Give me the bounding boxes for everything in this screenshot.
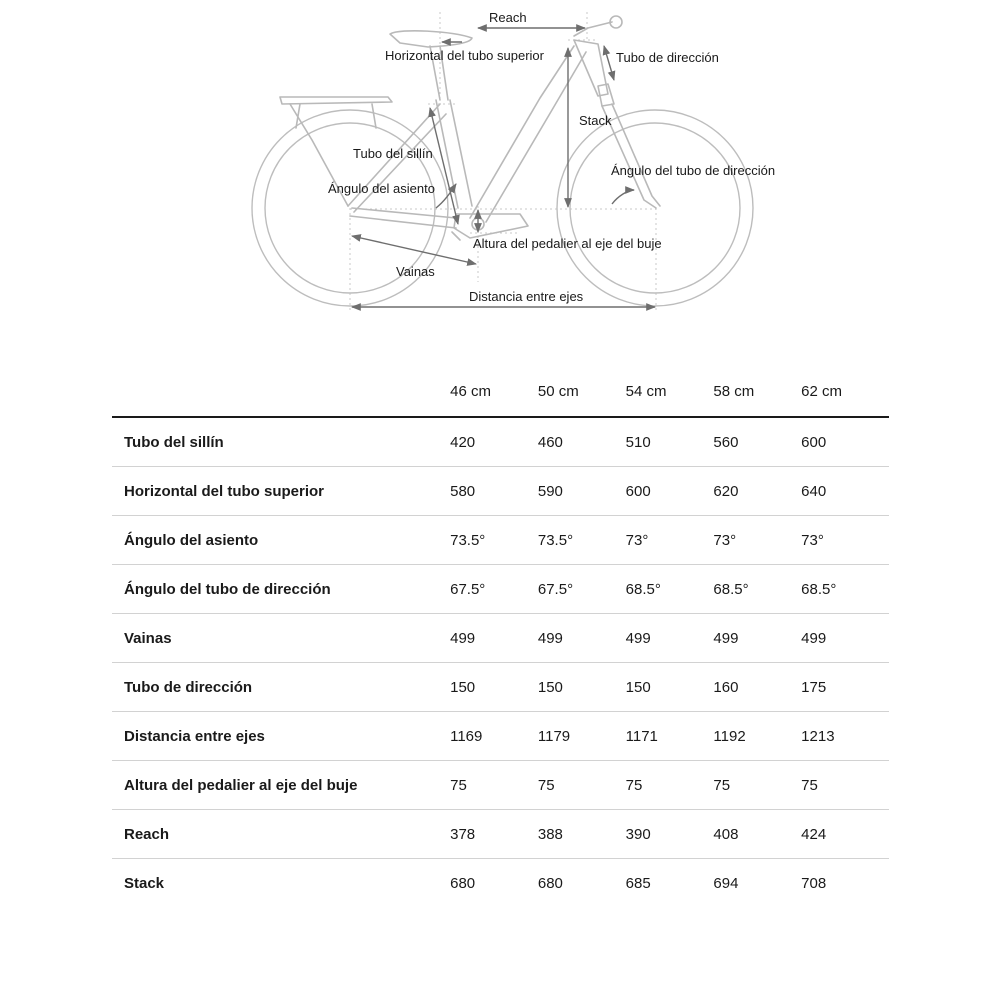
size-header: 58 cm (713, 366, 801, 417)
table-cell: 708 (801, 874, 827, 892)
table-cell: 75 (450, 761, 538, 810)
table-cell: 73° (713, 516, 801, 565)
size-header: 46 cm (450, 366, 538, 417)
table-cell: 150 (450, 663, 538, 712)
table-cell: 694 (713, 874, 739, 892)
label-chainstays: Vainas (396, 264, 435, 279)
table-cell: 499 (538, 614, 626, 663)
table-cell: 680 (537, 874, 563, 892)
table-row (112, 761, 889, 810)
table-cell: 390 (626, 810, 714, 859)
label-bb-drop: Altura del pedalier al eje del buje (473, 236, 662, 251)
table-cell: 1179 (538, 712, 626, 761)
table-cell: 424 (801, 810, 889, 859)
table-cell: 600 (626, 467, 714, 516)
table-row (112, 467, 889, 516)
table-cell: 590 (538, 467, 626, 516)
table-row (112, 810, 889, 859)
table-cell: 73.5° (538, 516, 626, 565)
table-cell: 68.5° (801, 565, 889, 614)
label-head-tube: Tubo de dirección (616, 50, 719, 65)
table-cell: 67.5° (538, 565, 626, 614)
bike-geometry-diagram (0, 0, 1000, 330)
label-seat-tube: Tubo del sillín (353, 146, 433, 161)
table-row (112, 417, 889, 467)
row-label: Ángulo del tubo de dirección (112, 565, 450, 614)
table-cell: 160 (713, 663, 801, 712)
header-empty-cell (112, 366, 450, 417)
size-header: 62 cm (801, 366, 889, 417)
table-header-row (112, 366, 889, 417)
table-cell: 175 (801, 663, 889, 712)
table-cell: 75 (801, 761, 889, 810)
row-label: Ángulo del asiento (112, 516, 450, 565)
table-cell: 67.5° (450, 565, 538, 614)
table-cell: 580 (450, 467, 538, 516)
table-cell: 1192 (713, 712, 801, 761)
table-cell: 499 (713, 614, 801, 663)
table-cell: 75 (713, 761, 801, 810)
table-cell: 408 (713, 810, 801, 859)
table-row (112, 614, 889, 663)
label-head-angle: Ángulo del tubo de dirección (611, 163, 776, 178)
label-top-tube: Horizontal del tubo superior (385, 48, 544, 63)
label-stack: Stack (579, 113, 612, 128)
table-cell: 75 (626, 761, 714, 810)
row-label: Altura del pedalier al eje del buje (112, 761, 450, 810)
table-cell: 73° (626, 516, 714, 565)
table-cell: 150 (626, 663, 714, 712)
table-cell: 388 (538, 810, 626, 859)
table-cell: 1169 (450, 712, 538, 761)
table-row (112, 712, 889, 761)
table-row (112, 565, 889, 614)
geometry-table (112, 366, 889, 907)
table-cell: 1171 (626, 712, 714, 761)
size-header: 54 cm (626, 366, 714, 417)
table-cell: 68.5° (626, 565, 714, 614)
table-cell: 685 (625, 874, 651, 892)
table-cell: 460 (538, 417, 626, 467)
label-seat-angle: Ángulo del asiento (328, 181, 435, 196)
table-cell: 680 (450, 874, 476, 892)
table-cell: 620 (713, 467, 801, 516)
table-cell: 75 (538, 761, 626, 810)
row-label: Reach (112, 810, 450, 859)
table-cell: 560 (713, 417, 801, 467)
table-cell: 499 (450, 614, 538, 663)
table-row (112, 516, 889, 565)
table-cell: 499 (626, 614, 714, 663)
table-cell: 640 (801, 467, 889, 516)
table-cell: 150 (538, 663, 626, 712)
table-cell: 73.5° (450, 516, 538, 565)
table-cell: 420 (450, 417, 538, 467)
row-label: Distancia entre ejes (112, 712, 450, 761)
label-wheelbase: Distancia entre ejes (469, 289, 584, 304)
size-header: 50 cm (538, 366, 626, 417)
table-cell: 68.5° (713, 565, 801, 614)
table-cell: 510 (626, 417, 714, 467)
label-reach: Reach (489, 10, 527, 25)
row-label: Vainas (112, 614, 450, 663)
measurement-labels (328, 10, 775, 304)
row-label: Tubo de dirección (112, 663, 450, 712)
table-cell: 378 (450, 810, 538, 859)
table-row (112, 859, 889, 908)
table-cell: 73° (801, 516, 889, 565)
row-label: Tubo del sillín (112, 417, 450, 467)
table-cell: 1213 (801, 712, 889, 761)
row-label: Horizontal del tubo superior (112, 467, 450, 516)
table-cell: 600 (801, 417, 889, 467)
table-cell: 499 (801, 614, 889, 663)
table-row (112, 663, 889, 712)
row-label: Stack (124, 874, 165, 892)
